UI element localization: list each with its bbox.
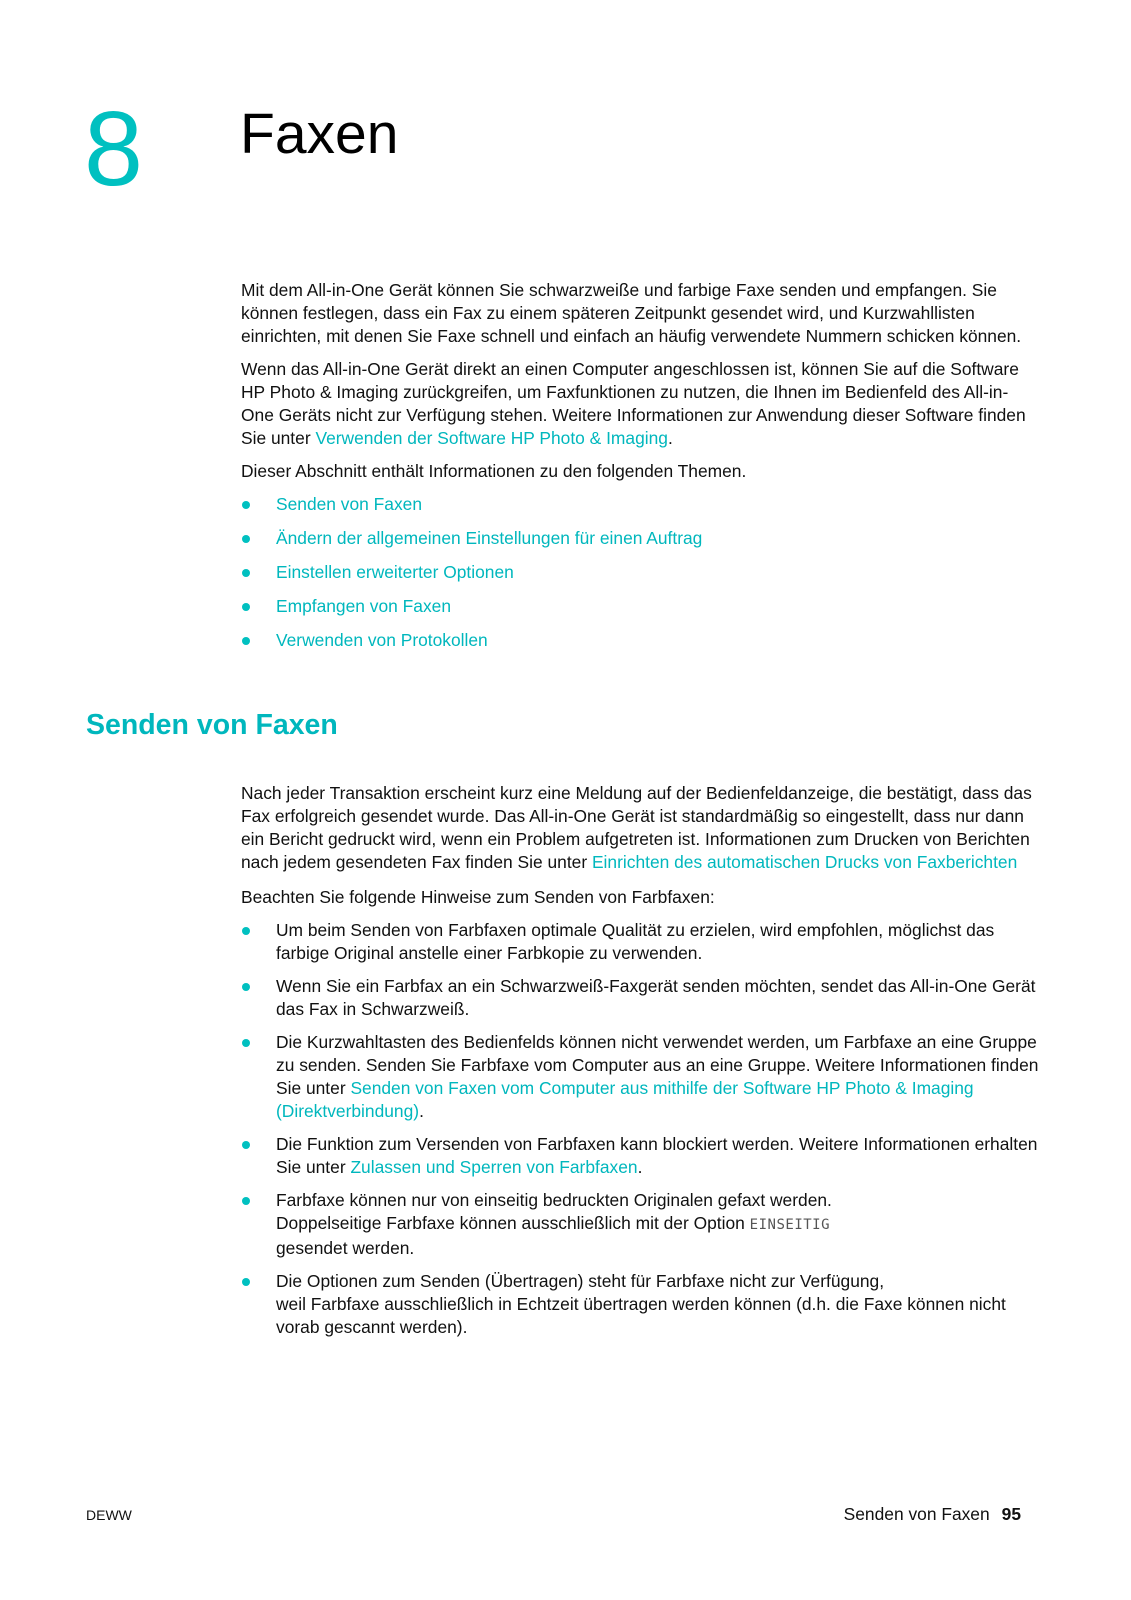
hint-text: Farbfaxe können nur von einseitig bedruckten Originalen gefaxt werden. bbox=[276, 1190, 832, 1210]
bullet-icon bbox=[242, 983, 250, 991]
link-fax-reports[interactable]: Einrichten des automatischen Drucks von Faxberichten bbox=[591, 852, 1018, 872]
bullet-icon bbox=[242, 1141, 250, 1149]
section-paragraph-2: Beachten Sie folgende Hinweise zum Senden von Farbfaxen: bbox=[241, 887, 715, 907]
bullet-icon bbox=[242, 603, 250, 611]
bullet-icon bbox=[242, 1278, 250, 1286]
bullet-icon bbox=[242, 1039, 250, 1047]
bullet-icon bbox=[242, 1197, 250, 1205]
bullet-icon bbox=[242, 569, 250, 577]
footer-doc-code: DEWW bbox=[86, 1507, 132, 1523]
intro-paragraph-2 bbox=[241, 358, 1041, 450]
hint-text: Die Funktion zum Versenden von Farbfaxen kann blockiert werden. Weitere Informationen erhalten Sie unter bbox=[276, 1134, 1038, 1177]
intro-paragraph-2-end: . bbox=[667, 428, 673, 448]
topic-link[interactable]: Ändern der allgemeinen Einstellungen für einen Auftrag bbox=[276, 528, 703, 548]
intro-paragraph-2-text: Wenn das All-in-One Gerät direkt an einen Computer angeschlossen ist, können Sie auf die Software HP Photo & Imaging zurückgreifen, um Faxfunktionen zu nutzen, die Ihnen im Bedienfeld des All-in-One Geräts nicht zur Verfügung stehen. Weitere Informationen zur Anwendung dieser Software finden Sie unter bbox=[241, 359, 1026, 448]
topic-item bbox=[241, 493, 1041, 516]
bullet-icon bbox=[242, 535, 250, 543]
hint-text: gesendet werden. bbox=[276, 1238, 415, 1258]
hint-text: Wenn Sie ein Farbfax an ein Schwarzweiß-Faxgerät senden möchten, sendet das All-in-One Gerät das Fax in Schwarzweiß. bbox=[276, 976, 1036, 1019]
hint-text: Doppelseitige Farbfaxe können ausschließlich mit der Option bbox=[276, 1213, 750, 1233]
topic-item bbox=[241, 629, 1041, 652]
hint-text-end: . bbox=[419, 1101, 424, 1121]
section-body bbox=[241, 782, 1041, 1339]
link-hp-photo-imaging[interactable]: Verwenden der Software HP Photo & Imaging bbox=[315, 428, 668, 448]
hint-item bbox=[241, 1270, 1041, 1339]
hint-text: Die Kurzwahltasten des Bedienfelds können nicht verwendet werden, um Farbfaxe an eine Gruppe zu senden. Senden Sie Farbfaxe vom Computer aus an eine Gruppe. Weitere Informationen finden Sie unter bbox=[276, 1032, 1039, 1098]
topic-item bbox=[241, 595, 1041, 618]
intro-paragraph-1: Mit dem All-in-One Gerät können Sie schwarzweiße und farbige Faxe senden und empfangen. Sie können festlegen, dass ein Fax zu einem späteren Zeitpunkt gesendet wird, und Kurzwahllisten einrichten, mit denen Sie Faxe schnell und einfach an häufig verwendete Nummern schicken können. bbox=[241, 280, 1022, 346]
section-paragraph-1-text: Nach jeder Transaktion erscheint kurz eine Meldung auf der Bedienfeldanzeige, die bestätigt, dass das Fax erfolgreich gesendet wurde. Das All-in-One Gerät ist standardmäßig so eingestellt, dass nur dann ein Bericht gedruckt wird, wenn ein Problem aufgetreten ist. Informationen zum Drucken von Berichten nach jedem gesendeten Fax finden Sie unter bbox=[241, 783, 1032, 872]
hint-list bbox=[241, 919, 1041, 1339]
hint-item bbox=[241, 1133, 1041, 1179]
hint-item bbox=[241, 919, 1041, 965]
chapter-title: Faxen bbox=[240, 102, 399, 166]
page-number: 95 bbox=[1001, 1504, 1021, 1524]
intro-section bbox=[241, 279, 1041, 652]
topic-list bbox=[241, 493, 1041, 652]
hint-item bbox=[241, 1189, 1041, 1260]
hint-item bbox=[241, 975, 1041, 1021]
intro-paragraph-3: Dieser Abschnitt enthält Informationen zu den folgenden Themen. bbox=[241, 461, 747, 481]
link-allow-block-color-fax[interactable]: Zulassen und Sperren von Farbfaxen bbox=[350, 1157, 638, 1177]
hint-text: Um beim Senden von Farbfaxen optimale Qualität zu erzielen, wird empfohlen, möglichst das farbige Original anstelle einer Farbkopie zu verwenden. bbox=[276, 920, 995, 963]
hint-text: Die Optionen zum Senden (Übertragen) steht für Farbfaxe nicht zur Verfügung, bbox=[276, 1271, 885, 1291]
section-heading: Senden von Faxen bbox=[86, 709, 338, 741]
bullet-icon bbox=[242, 927, 250, 935]
topic-item bbox=[241, 527, 1041, 550]
topic-link[interactable]: Einstellen erweiterter Optionen bbox=[276, 562, 514, 582]
topic-link[interactable]: Empfangen von Faxen bbox=[276, 596, 451, 616]
hint-text-end: . bbox=[637, 1157, 643, 1177]
bullet-icon bbox=[242, 637, 250, 645]
section-paragraph-1 bbox=[241, 782, 1041, 874]
hint-item bbox=[241, 1031, 1041, 1123]
footer-section-name: Senden von Faxen bbox=[843, 1504, 990, 1524]
hint-text: weil Farbfaxe ausschließlich in Echtzeit übertragen werden können (d.h. die Faxe können nicht vorab gescannt werden). bbox=[276, 1294, 1006, 1337]
bullet-icon bbox=[242, 501, 250, 509]
link-send-from-computer[interactable]: Senden von Faxen vom Computer aus mithilfe der Software HP Photo & Imaging (Direktverbindung) bbox=[276, 1078, 974, 1121]
footer-page-info bbox=[844, 1504, 1021, 1525]
chapter-number: 8 bbox=[84, 90, 143, 208]
topic-link[interactable]: Verwenden von Protokollen bbox=[276, 630, 488, 650]
option-label: EINSEITIG bbox=[749, 1217, 831, 1233]
topic-item bbox=[241, 561, 1041, 584]
topic-link[interactable]: Senden von Faxen bbox=[276, 494, 422, 514]
